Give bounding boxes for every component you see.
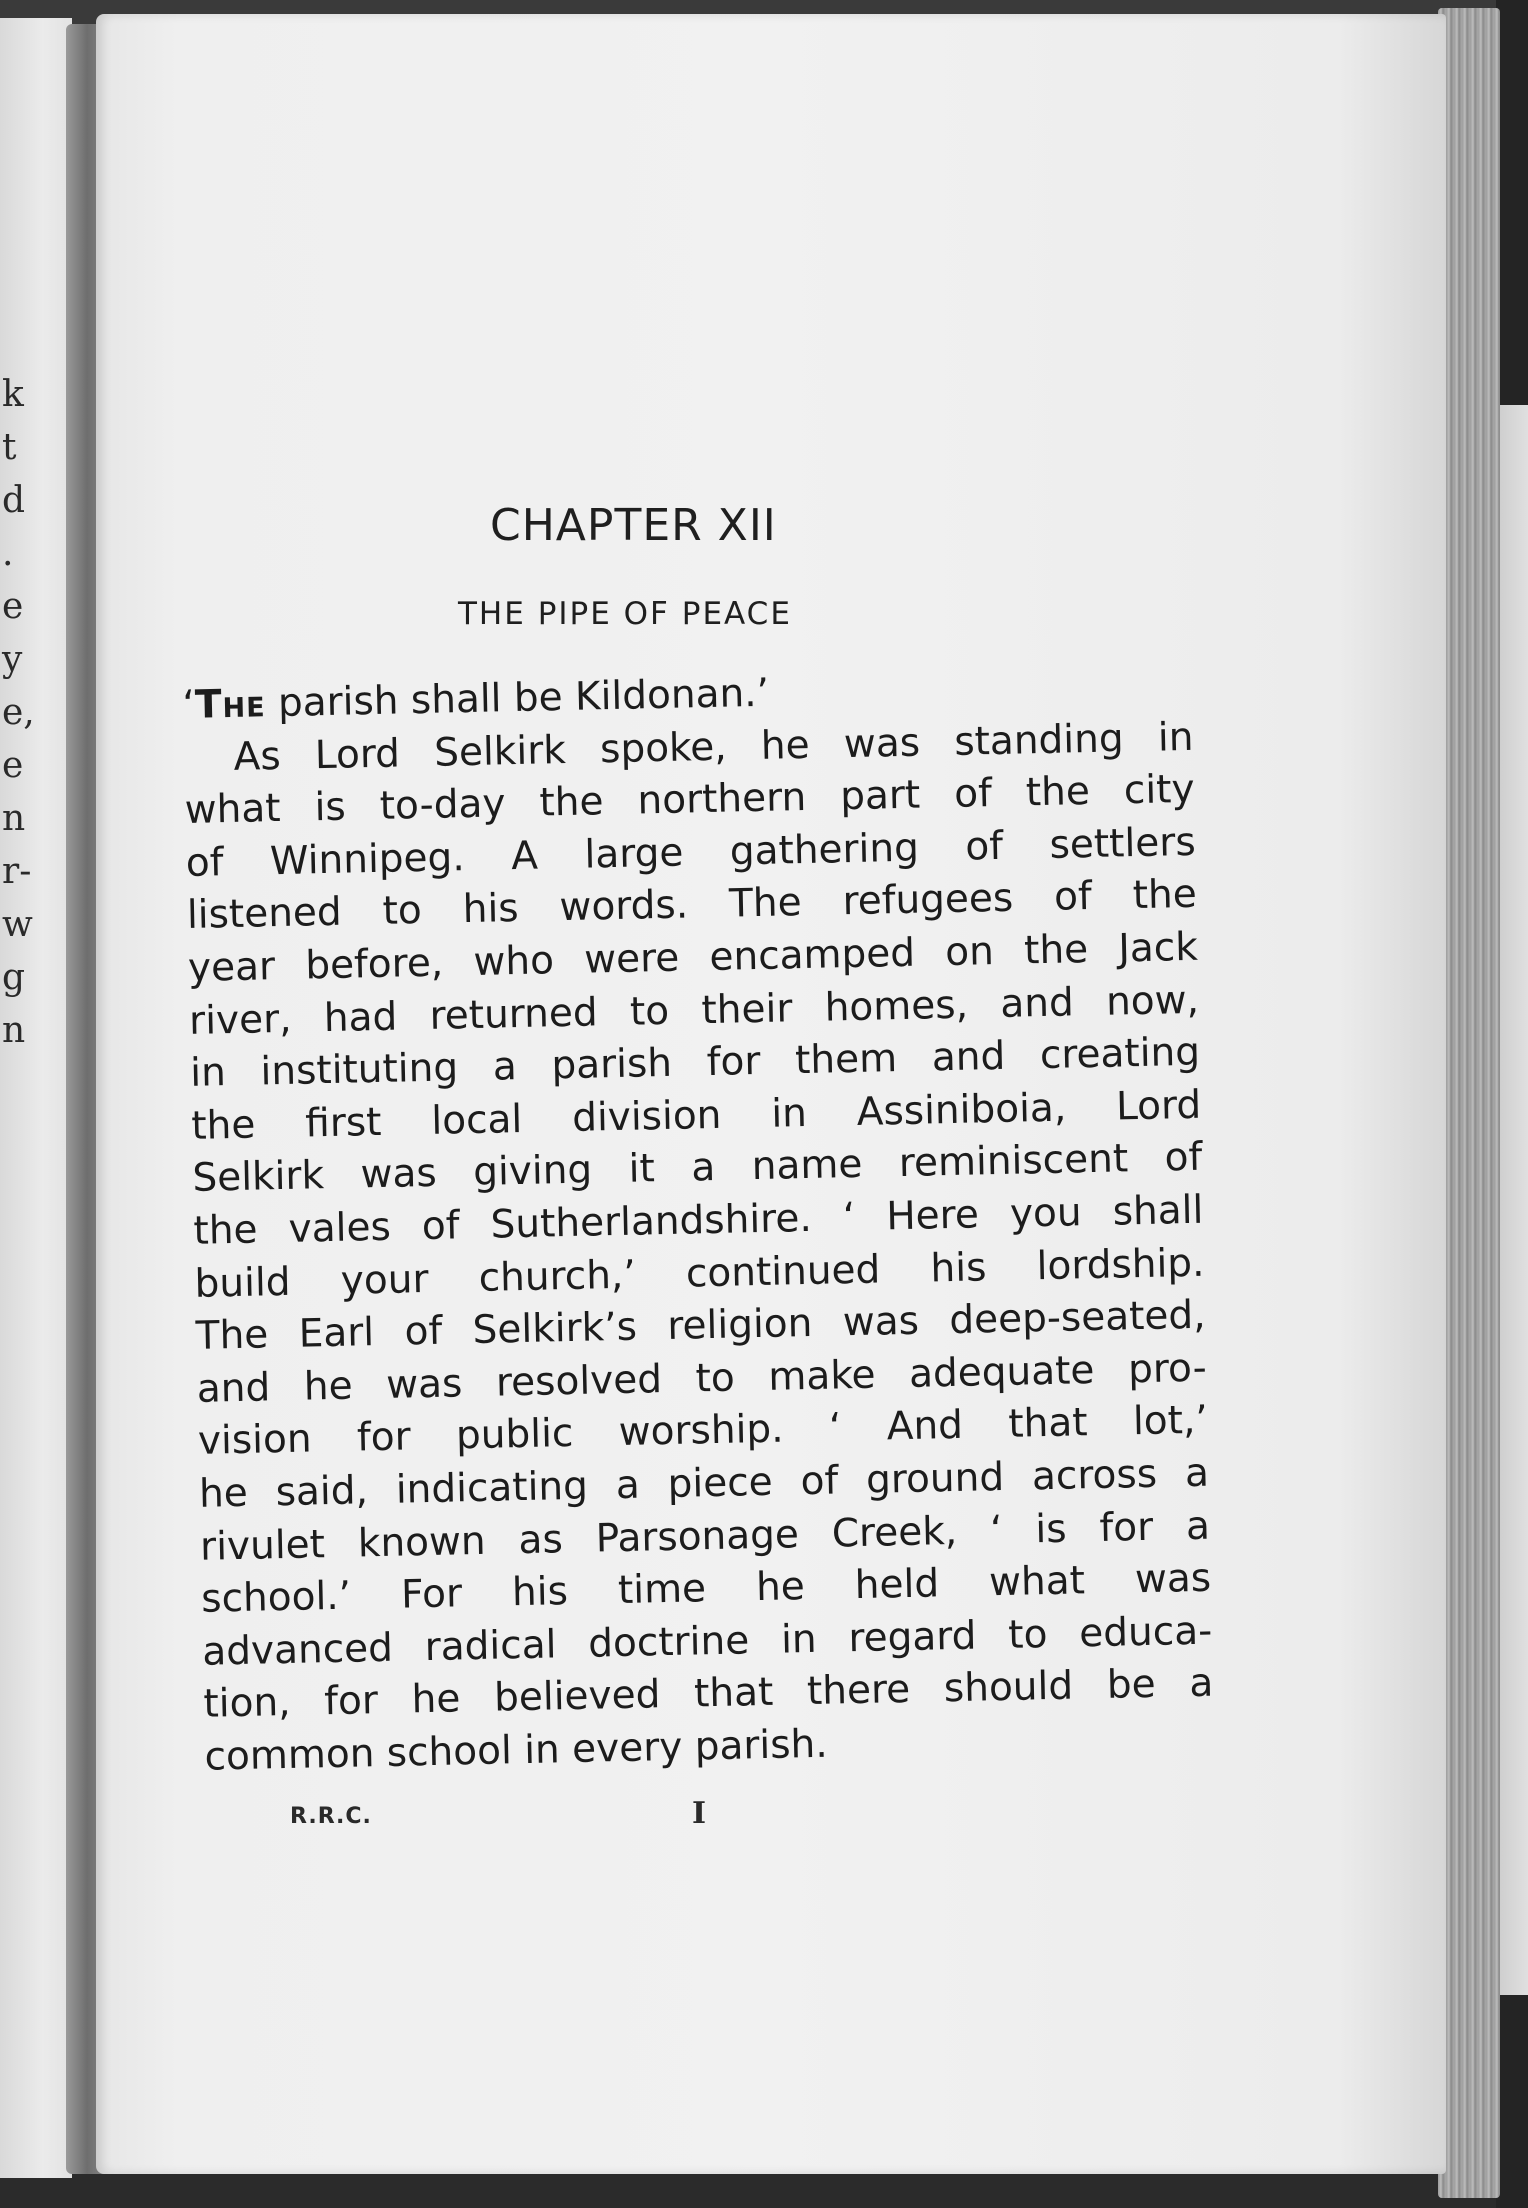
prev-fragment: g [2, 957, 26, 998]
signature-number: I [692, 1796, 707, 1831]
text-line: advanced radical doctrine in regard to educa- [201, 1608, 1213, 1675]
text-line: of Winnipeg. A large gathering of settlers [185, 819, 1197, 886]
text-line: common school in every parish. [204, 1721, 829, 1780]
prev-fragment: . [2, 533, 14, 574]
prev-fragment: d [2, 480, 26, 521]
prev-fragment: e [2, 586, 24, 627]
opening-rest: parish shall be Kildonan.’ [265, 670, 770, 727]
opening-quote: ‘ [182, 682, 196, 728]
text-line: year before, who were encamped on the Jack [187, 924, 1199, 991]
text-line: rivulet known as Parsonage Creek, ‘ is for a [199, 1503, 1211, 1570]
prev-fragment: t [2, 427, 17, 468]
text-line: he said, indicating a piece of ground across a [198, 1450, 1210, 1517]
text-line: and he was resolved to make adequate pro- [196, 1345, 1208, 1412]
text-line: the vales of Sutherlandshire. ‘ Here you shall [193, 1187, 1204, 1254]
text-line: build your church,’ continued his lordship. [194, 1240, 1205, 1307]
text-line: the first local division in Assiniboia, Lord [190, 1082, 1202, 1149]
chapter-subtitle: THE PIPE OF PEACE [458, 596, 792, 632]
previous-page-edge [0, 18, 72, 2178]
text-line: listened to his words. The refugees of the [186, 872, 1198, 939]
text-line: what is to-day the northern part of the city [184, 767, 1195, 834]
page-edges [1438, 8, 1500, 2198]
prev-fragment: n [2, 1010, 26, 1051]
previous-page-text-fragments [2, 368, 42, 1057]
text-line: river, had returned to their homes, and now, [188, 977, 1200, 1044]
chapter-body [182, 659, 1215, 1784]
prev-fragment: n [2, 798, 26, 839]
prev-fragment: e [2, 745, 24, 786]
prev-fragment: e, [2, 692, 35, 733]
chapter-title: CHAPTER XII [490, 500, 777, 551]
text-line: The Earl of Selkirk’s religion was deep-seated, [195, 1292, 1207, 1359]
text-line: in instituting a parish for them and creating [189, 1029, 1201, 1097]
prev-fragment: k [2, 374, 24, 415]
opening-small-caps: The [194, 681, 267, 728]
text-line: school.’ For his time he held what was [200, 1555, 1212, 1622]
text-line: tion, for he believed that there should be a [202, 1660, 1214, 1728]
prev-fragment: w [2, 904, 33, 945]
text-line: vision for public worship. ‘ And that lot,’ [197, 1397, 1209, 1465]
text-line: As Lord Selkirk spoke, he was standing in [233, 714, 1194, 780]
signature-mark: R.R.C. [290, 1804, 372, 1829]
text-line: Selkirk was giving it a name reminiscent of [191, 1135, 1203, 1202]
prev-fragment: y [2, 639, 23, 680]
prev-fragment: r- [2, 851, 32, 892]
